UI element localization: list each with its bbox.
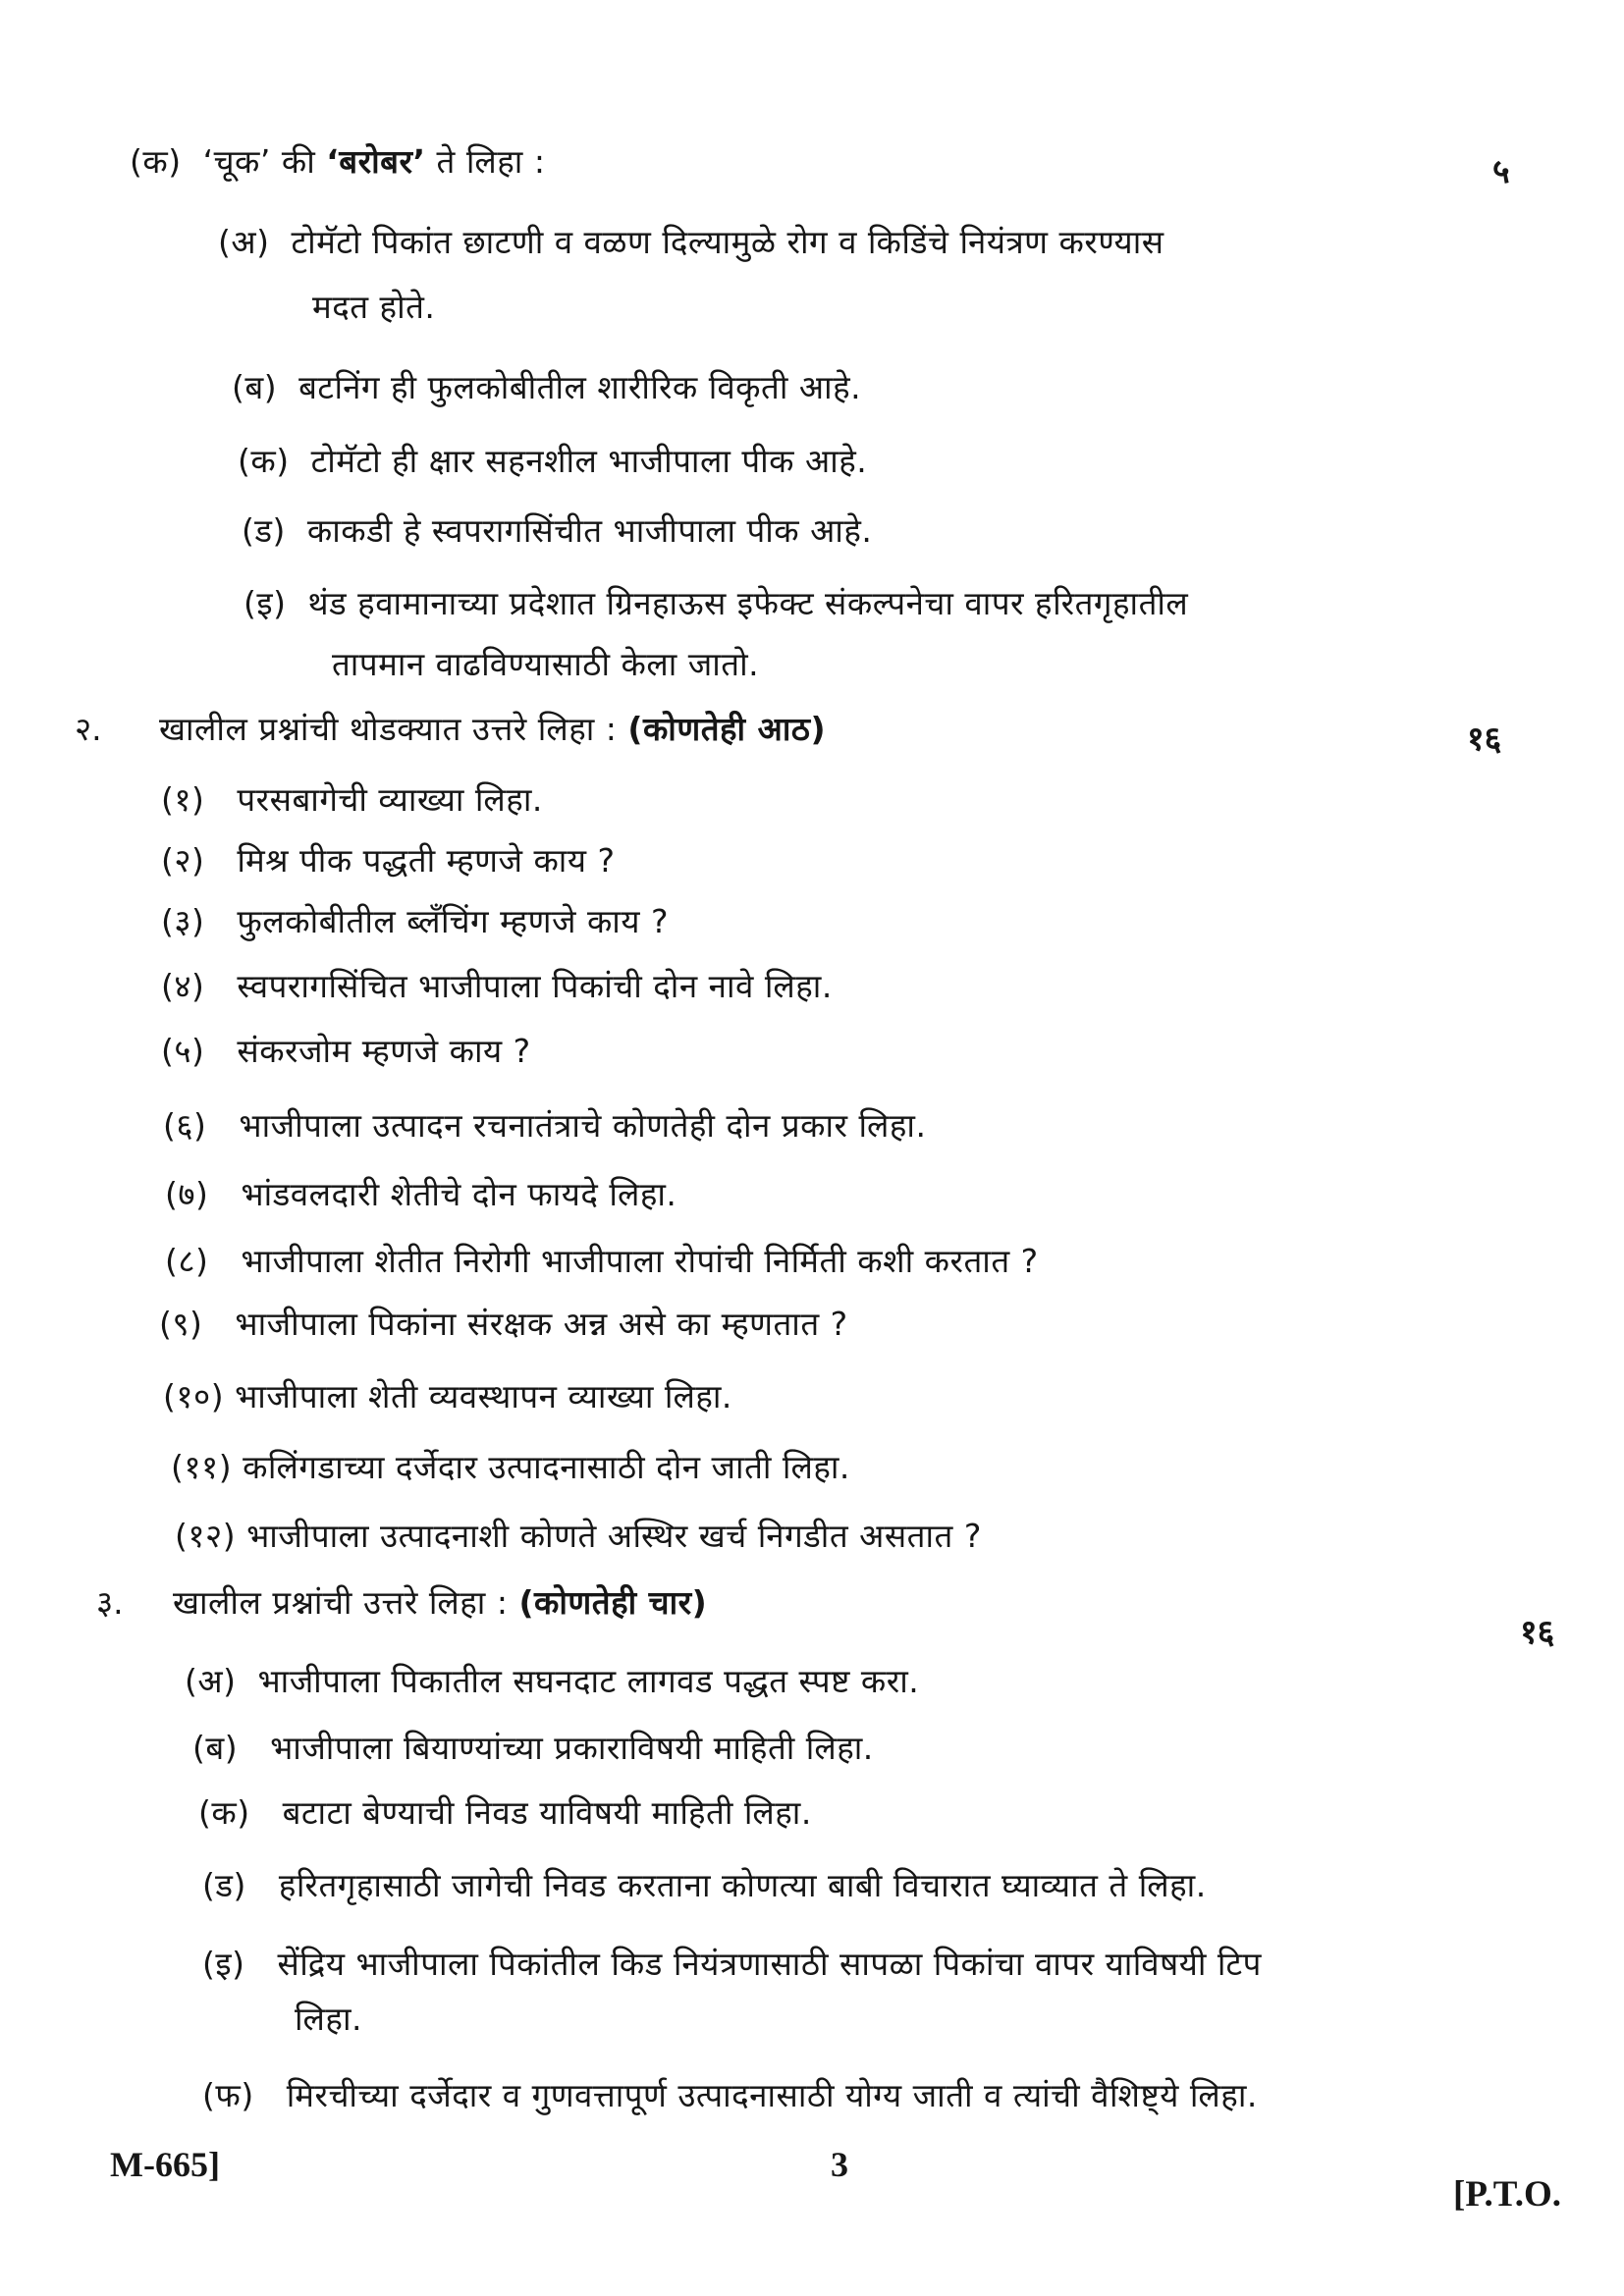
item-marker: (अ)	[185, 1662, 237, 1700]
item-marker: (४)	[161, 967, 205, 1005]
section-k-marker: (क)	[130, 142, 182, 181]
item-marker: (६)	[163, 1106, 207, 1145]
paper-code: M-665]	[110, 2145, 220, 2184]
q3-item-a	[185, 1661, 919, 1702]
q2-title	[159, 709, 826, 750]
item-text: हरितगृहासाठी जागेची निवड करताना कोणत्या बाबी विचारात घ्याव्यात ते लिहा.	[278, 1866, 1207, 1904]
item-marker: (क)	[238, 442, 290, 480]
item-text: भाजीपाला पिकातील सघनदाट लागवड पद्धत स्पष्ट करा.	[257, 1662, 920, 1700]
item-marker: (५)	[161, 1032, 205, 1070]
q2-item-7	[165, 1174, 677, 1215]
item-text: भाजीपाला शेतीत निरोगी भाजीपाला रोपांची निर्मिती कशी करतात ?	[241, 1242, 1039, 1280]
item-text: बटाटा बेण्याची निवड याविषयी माहिती लिहा.	[282, 1793, 812, 1832]
item-text: टोमॅटो ही क्षार सहनशील भाजीपाला पीक आहे.	[310, 442, 868, 480]
q2-item-3	[161, 901, 669, 942]
item-marker: (३)	[161, 902, 205, 940]
q2-item-12	[175, 1516, 982, 1557]
item-marker: (ड)	[202, 1866, 246, 1904]
item-marker: (१)	[161, 780, 205, 819]
item-text: परसबागेची व्याख्या लिहा.	[237, 780, 543, 819]
section-k-item-i	[244, 583, 1188, 624]
q2-item-11	[171, 1447, 850, 1488]
q3-item-d	[202, 1865, 1207, 1906]
q3-item-b	[192, 1728, 874, 1769]
q2-item-2	[161, 840, 615, 881]
section-k-item-k	[238, 441, 867, 482]
item-marker: (इ)	[244, 584, 287, 622]
item-marker: (८)	[165, 1242, 209, 1280]
q2-number: २.	[75, 710, 102, 748]
item-text: टोमॅटो पिकांत छाटणी व वळण दिल्यामुळे रोग व किडिंचे नियंत्रण करण्यास	[291, 223, 1164, 261]
section-k-item-d	[242, 510, 872, 552]
item-text: मिश्र पीक पद्धती म्हणजे काय ?	[237, 841, 616, 880]
q2-item-10	[163, 1376, 732, 1417]
item-text: भाजीपाला शेती व्यवस्थापन व्याख्या लिहा.	[235, 1377, 732, 1415]
item-marker: (इ)	[202, 1945, 245, 1983]
q2-item-4	[161, 966, 833, 1007]
item-text: सेंद्रिय भाजीपाला पिकांतील किड नियंत्रणासाठी सापळा पिकांचा वापर याविषयी टिप	[277, 1945, 1262, 1983]
q2-title-text: खालील प्रश्नांची थोडक्यात उत्तरे लिहा :	[159, 710, 628, 748]
item-text: कलिंगडाच्या दर्जेदार उत्पादनासाठी दोन जाती लिहा.	[243, 1448, 850, 1486]
item-text: फुलकोबीतील ब्लँचिंग म्हणजे काय ?	[237, 902, 669, 940]
q3-title-bold: (कोणतेही चार)	[518, 1583, 708, 1622]
item-text: थंड हवामानाच्या प्रदेशात ग्रिनहाऊस इफेक्ट संकल्पनेचा वापर हरितगृहातील	[307, 584, 1189, 622]
q2-item-9	[159, 1304, 848, 1345]
item-marker: (१२)	[175, 1517, 237, 1555]
q3-item-f	[202, 2075, 1258, 2116]
q3-item-i	[202, 1944, 1262, 1985]
section-k-marks: ५	[1492, 152, 1510, 191]
q3-marks: १६	[1520, 1613, 1555, 1652]
item-text: बटनिंग ही फुलकोबीतील शारीरिक विकृती आहे.	[298, 368, 862, 406]
item-marker: (२)	[161, 841, 205, 880]
item-text: काकडी हे स्वपरागसिंचीत भाजीपाला पीक आहे.	[306, 511, 873, 550]
item-text: मिरचीच्या दर्जेदार व गुणवत्तापूर्ण उत्पादनासाठी योग्य जाती व त्यांची वैशिष्ट्ये लिहा.	[286, 2076, 1258, 2114]
item-text: भाजीपाला उत्पादनाशी कोणते अस्थिर खर्च निगडीत असतात ?	[246, 1517, 982, 1555]
item-marker: (क)	[198, 1793, 250, 1832]
section-k-title-pre: ‘चूक’ की	[202, 142, 327, 181]
item-text: संकरजोम म्हणजे काय ?	[237, 1032, 531, 1070]
item-marker: (११)	[171, 1448, 233, 1486]
q3-item-i-cont: लिहा.	[295, 2000, 362, 2038]
q2-item-5	[161, 1031, 531, 1072]
q2-marks: १६	[1467, 720, 1502, 759]
q2-item-6	[163, 1105, 926, 1147]
item-marker: (अ)	[218, 223, 270, 261]
section-k-item-b	[232, 367, 861, 408]
q2-item-1	[161, 779, 543, 821]
q3-number: ३.	[96, 1583, 124, 1622]
q2-item-8	[165, 1241, 1039, 1282]
q2-title-bold: (कोणतेही आठ)	[627, 710, 827, 748]
q3-item-k	[198, 1792, 812, 1834]
item-marker: (फ)	[202, 2076, 254, 2114]
item-text: भाजीपाला पिकांना संरक्षक अन्न असे का म्हणतात ?	[235, 1305, 848, 1343]
section-k-item-a-cont: मदत होते.	[312, 288, 436, 326]
item-marker: (ब)	[192, 1729, 239, 1767]
item-marker: (७)	[165, 1175, 209, 1213]
section-k-title-post: ते लिहा :	[425, 142, 546, 181]
section-k-heading	[130, 141, 545, 183]
q3-title-text: खालील प्रश्नांची उत्तरे लिहा :	[173, 1583, 519, 1622]
item-marker: (ब)	[232, 368, 278, 406]
item-text: स्वपरागसिंचित भाजीपाला पिकांची दोन नावे लिहा.	[237, 967, 833, 1005]
item-marker: (९)	[159, 1305, 203, 1343]
item-text: भांडवलदारी शेतीचे दोन फायदे लिहा.	[241, 1175, 677, 1213]
section-k-item-a	[218, 222, 1164, 263]
item-marker: (१०)	[163, 1377, 225, 1415]
item-marker: (ड)	[242, 511, 286, 550]
page-number: 3	[831, 2145, 848, 2184]
section-k-title-bold: ‘बरोबर’	[326, 142, 426, 181]
item-text: भाजीपाला बियाण्यांच्या प्रकाराविषयी माहिती लिहा.	[270, 1729, 874, 1767]
q3-title	[173, 1582, 707, 1624]
section-k-item-i-cont: तापमान वाढविण्यासाठी केला जातो.	[332, 645, 760, 683]
pto-label: [P.T.O.	[1453, 2174, 1561, 2215]
item-text: भाजीपाला उत्पादन रचनातंत्राचे कोणतेही दोन प्रकार लिहा.	[239, 1106, 927, 1145]
